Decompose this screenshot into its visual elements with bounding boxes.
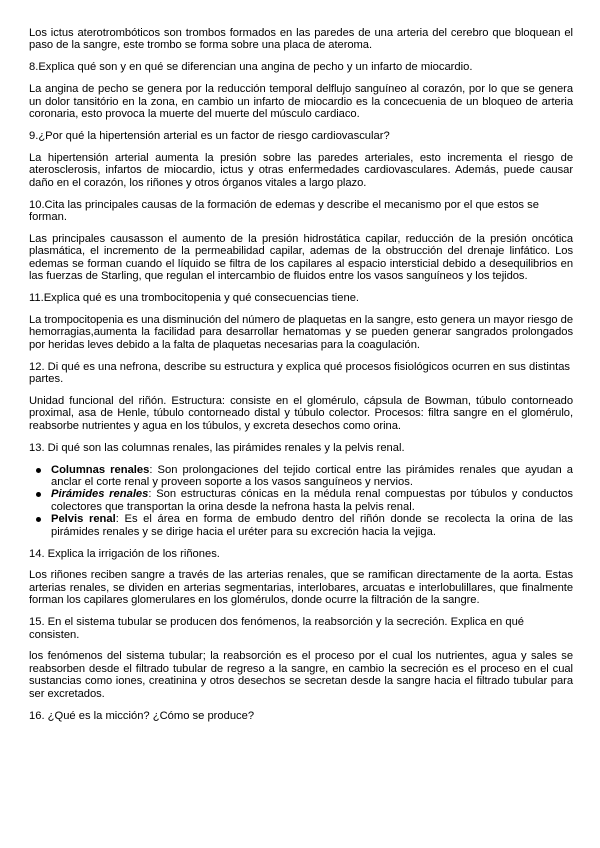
answer-10: Las principales causasson el aumento de la presión hidrostática capilar, reducción de la presión oncótica plasmática, el incremento de la permeabilidad capilar, ademas de la obstrucción del drenaje linfático. Los edemas se forman cuando el líquido se filtra de los capilares al espacio intersticial debido a desequilibrios en las fuerzas de Starling, que regulan el intercambio de fluidos entre los vasos sanguíneos y los tejidos. bbox=[29, 232, 573, 283]
question-8: 8.Explica qué son y en qué se diferencian una angina de pecho y un infarto de miocardio. bbox=[29, 61, 473, 74]
question-15: 15. En el sistema tubular se producen dos fenómenos, la reabsorción y la secreción. Explica en qué consisten. bbox=[29, 616, 525, 641]
document-page bbox=[29, 27, 573, 731]
question-11: 11.Explica qué es una trombocitopenia y qué consecuencias tiene. bbox=[29, 292, 360, 304]
bullet-text: : Es el área en forma de embudo dentro del riñón donde se recolecta la orina de las pirámides renales y se dirige hacia el uréter para su excreción hacia la vejiga. bbox=[51, 513, 573, 538]
bullet-piramides-renales bbox=[51, 488, 573, 513]
question-12: 12. Di qué es una nefrona, describe su estructura y explica qué procesos fisiológicos ocurren en sus distintas partes. bbox=[29, 360, 571, 386]
bullet-term: Columnas renales bbox=[51, 463, 150, 476]
bullet-text: : Son estructuras cónicas en la médula renal compuestas por túbulos y conductos colectores que transportan la orina desde la nefrona hasta la pelvis renal. bbox=[51, 488, 573, 513]
bullet-term: Pelvis renal bbox=[51, 513, 116, 526]
bullet-term: Pirámides renales bbox=[51, 488, 149, 501]
bullet-dot-icon bbox=[36, 492, 41, 497]
bullet-text: : Son prolongaciones del tejido cortical entre las pirámides renales que ayudan a anclar el corte renal y proveen soporte a los vasos sanguíneos y nervios. bbox=[51, 463, 574, 488]
question-14: 14. Explica la irrigación de los riñones. bbox=[29, 547, 220, 560]
bullet-pelvis-renal bbox=[51, 513, 573, 538]
question-16: 16. ¿Qué es la micción? ¿Cómo se produce? bbox=[29, 709, 255, 722]
bullet-dot-icon bbox=[36, 468, 41, 473]
answer-9: La hipertensión arterial aumenta la presión sobre las paredes arteriales, esto incrementa el riesgo de aterosclerosis, infartos de miocardio, ictus y otras enfermedades cardiovasculares. Además, puede causar daño en el corazón, los riñones y otros órganos vitales a largo plazo. bbox=[29, 151, 573, 189]
answer-8: La angina de pecho se genera por la reducción temporal delflujo sanguíneo al corazón, por lo que se genera un dolor tansitório en la zona, en cambio un infarto de miocardio es la concecuenia de un bloqueo de arteria coronaria, esto provoca la muerte del muerte del músculo cardiaco. bbox=[29, 83, 573, 121]
bullet-dot-icon bbox=[36, 517, 41, 522]
answer-11: La trompocitopenia es una disminución del número de plaquetas en la sangre, esto genera un mayor riesgo de hemorragias,aumenta la facilidad para desarrollar hematomas y se pueden generar sangrados prolongados por heridas leves debido a la falta de plaquetas necesarias para la coagulación. bbox=[29, 313, 573, 351]
bullet-columnas-renales bbox=[51, 464, 573, 489]
question-13: 13. Di qué son las columnas renales, las pirámides renales y la pelvis renal. bbox=[29, 441, 405, 454]
answer-15: los fenómenos del sistema tubular; la reabsorción es el proceso por el cual los nutrientes, agua y sales se reabsorben desde el filtrado tubular de regreso a la sangre, en cambio la secreción es el proceso en el cual sustancias como iones, creatinina y otros desechos se secretan desde la sangre hacia el filtrado tubular para ser excretados. bbox=[29, 650, 573, 700]
question-9: 9.¿Por qué la hipertensión arterial es un factor de riesgo cardiovascular? bbox=[29, 129, 390, 142]
paragraph-ictus: Los ictus aterotrombóticos son trombos formados en las paredes de una arteria del cerebro que bloquean el paso de la sangre, este trombo se forma sobre una placa de ateroma. bbox=[29, 27, 573, 52]
answer-12: Unidad funcional del riñón. Estructura: consiste en el glomérulo, cápsula de Bowman, túbulo contorneado proximal, asa de Henle, túbulo contorneado distal y túbulo colector. Procesos: filtra sangre en el glomérulo, reabsorbe nutrientes y agua en los túbulos, y excreta desechos como orina. bbox=[29, 394, 573, 432]
bullet-list-renal bbox=[29, 464, 573, 538]
answer-14: Los riñones reciben sangre a través de las arterias renales, que se ramifican directamente de la aorta. Estas arterias renales, se dividen en arterias segmentarias, interlobares, arcuatas e interlobulillares, que finalmente forman los capilares glomerulares en los glomérulos, donde ocurre la filtración de la sangre. bbox=[29, 569, 573, 607]
question-10: 10.Cita las principales causas de la formación de edemas y describe el mecanismo por el que estos se forman. bbox=[29, 198, 539, 223]
